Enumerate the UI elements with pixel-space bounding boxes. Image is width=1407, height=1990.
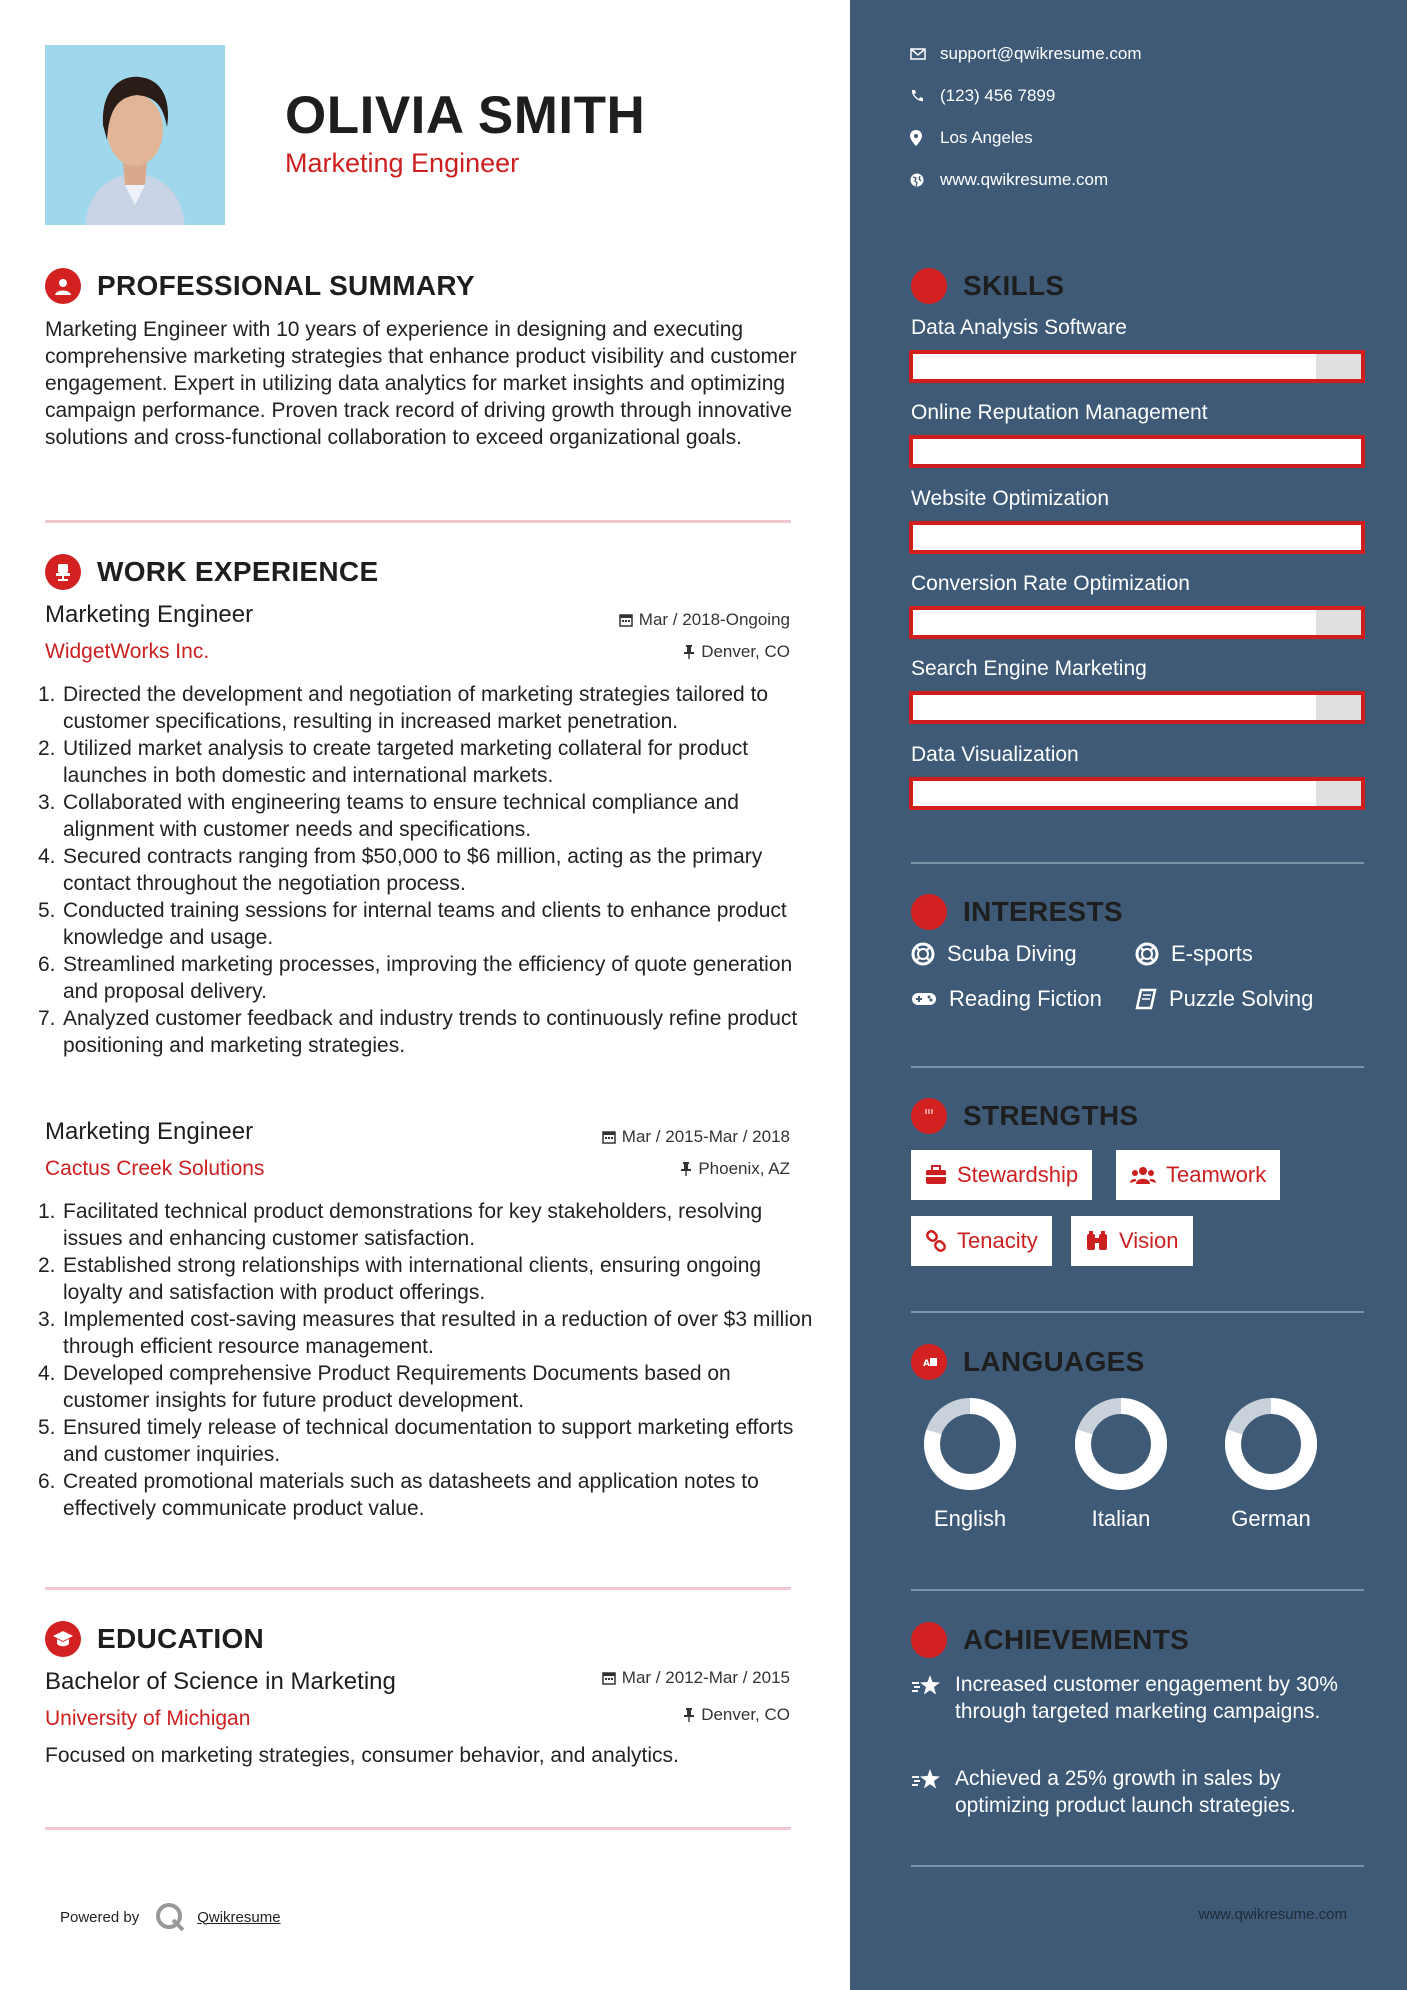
- education-location-text: Denver, CO: [701, 1705, 790, 1724]
- list-item: 5. Conducted training sessions for internal teams and clients to enhance product knowledge and usage.: [38, 899, 787, 949]
- education-description: Focused on marketing strategies, consumer behavior, and analytics.: [45, 1744, 679, 1767]
- summary-heading: PROFESSIONAL SUMMARY: [97, 270, 475, 301]
- skill-label: Conversion Rate Optimization: [911, 572, 1190, 595]
- powered-by: [60, 1900, 281, 1934]
- list-item: 4. Secured contracts ranging from $50,000 to $6 million, acting as the primary contact throughout the negotiation process.: [38, 845, 763, 895]
- graduation-cap-icon: [45, 1621, 81, 1657]
- website-text: www.qwikresume.com: [940, 170, 1109, 189]
- job-location: [680, 1159, 790, 1179]
- skill-fill: [913, 439, 1361, 464]
- link-icon: [925, 1230, 947, 1252]
- location-text: Los Angeles: [940, 128, 1033, 147]
- list-item: 3. Collaborated with engineering teams to ensure technical compliance and alignment with customer needs and specifications.: [38, 791, 739, 841]
- divider: [45, 1587, 791, 1590]
- envelope-icon: [910, 48, 926, 60]
- list-item: 2. Utilized market analysis to create targeted marketing collateral for product launches in both domestic and international markets.: [38, 737, 749, 787]
- summary-header: [45, 268, 475, 304]
- qwikresume-link[interactable]: Qwikresume: [197, 1908, 281, 1926]
- profile-photo: [45, 45, 225, 225]
- strength-chip: [1071, 1216, 1193, 1266]
- interest-item: [1135, 986, 1313, 1012]
- education-location: [683, 1705, 790, 1725]
- achievement-item: [911, 1765, 1361, 1819]
- skill-label: Search Engine Marketing: [911, 657, 1147, 680]
- strength-label: Stewardship: [957, 1162, 1079, 1187]
- divider: [45, 520, 791, 523]
- language-label: English: [933, 1506, 1007, 1531]
- strength-label: Teamwork: [1166, 1162, 1267, 1187]
- skill-label: Data Visualization: [911, 743, 1079, 766]
- school: University of Michigan: [45, 1707, 251, 1730]
- footer-website[interactable]: www.qwikresume.com: [1198, 1906, 1347, 1923]
- divider: [911, 862, 1364, 864]
- skill-bar: [909, 435, 1365, 468]
- briefcase-chair-icon: [45, 554, 81, 590]
- strength-chip: [911, 1150, 1092, 1200]
- languages-heading: LANGUAGES: [963, 1346, 1145, 1377]
- language-icon: [911, 1344, 947, 1380]
- candidate-title: Marketing Engineer: [285, 148, 520, 178]
- svg-text:A: A: [923, 1359, 930, 1369]
- interest-label: Puzzle Solving: [1169, 986, 1314, 1011]
- job-bullets: [38, 1198, 813, 1522]
- users-icon: [1130, 1165, 1156, 1185]
- phone-text: (123) 456 7899: [940, 86, 1056, 105]
- user-icon: [45, 268, 81, 304]
- interest-label: Reading Fiction: [949, 986, 1102, 1011]
- skill-bar: [909, 777, 1365, 810]
- skill-bar: [909, 606, 1365, 639]
- email-text: support@qwikresume.com: [940, 44, 1142, 63]
- language-label: Italian: [1091, 1506, 1151, 1531]
- job-date: [602, 1127, 790, 1147]
- gamepad-icon: [911, 990, 937, 1008]
- education-heading: EDUCATION: [97, 1623, 265, 1654]
- interest-label: E-sports: [1171, 941, 1253, 966]
- life-ring-icon: [1135, 942, 1159, 966]
- qwikresume-logo-icon: [153, 1900, 187, 1934]
- interest-item: [1135, 941, 1253, 967]
- list-item: 5. Ensured timely release of technical documentation to support marketing efforts and customer inquiries.: [38, 1416, 794, 1466]
- job-company: Cactus Creek Solutions: [45, 1157, 265, 1180]
- strength-label: Tenacity: [957, 1228, 1038, 1253]
- pin-icon: [680, 1162, 692, 1176]
- powered-by-label: Powered by: [60, 1908, 140, 1926]
- skill-fill: [913, 695, 1316, 720]
- interests-header: [911, 894, 1123, 930]
- contact-location: [910, 128, 1033, 148]
- job-date: [619, 610, 790, 630]
- divider: [911, 1311, 1364, 1313]
- star-badge-icon: [911, 1622, 947, 1658]
- work-header: [45, 554, 378, 590]
- skill-bar: [909, 521, 1365, 554]
- contact-email: [910, 44, 1142, 64]
- map-marker-icon: [910, 130, 922, 146]
- job-location-text: Denver, CO: [701, 642, 790, 661]
- contact-website: [910, 170, 1108, 190]
- job-date-text: Mar / 2015-Mar / 2018: [621, 1127, 790, 1146]
- skill-fill: [913, 781, 1316, 806]
- education-header: [45, 1621, 264, 1657]
- binoculars-icon: [1085, 1230, 1109, 1252]
- achievement-text: Achieved a 25% growth in sales by optimizing product launch strategies.: [955, 1767, 1296, 1817]
- skill-fill: [913, 525, 1361, 550]
- achievement-text: Increased customer engagement by 30% through targeted marketing campaigns.: [955, 1673, 1338, 1723]
- language-item: [1216, 1396, 1326, 1532]
- calendar-icon: [602, 1671, 616, 1685]
- divider: [911, 1066, 1364, 1068]
- phone-icon: [910, 89, 924, 103]
- list-item: 1. Facilitated technical product demonstrations for key stakeholders, resolving issues and enhancing customer satisfaction.: [38, 1200, 763, 1250]
- skill-label: Website Optimization: [911, 487, 1110, 510]
- job-company: WidgetWorks Inc.: [45, 640, 210, 663]
- fist-icon: [911, 1098, 947, 1134]
- pin-icon: [683, 1708, 695, 1722]
- skills-heading: SKILLS: [963, 270, 1065, 301]
- job-location: [683, 642, 790, 662]
- interest-label: Scuba Diving: [947, 941, 1077, 966]
- divider: [45, 1827, 791, 1830]
- languages-header: [911, 1344, 1145, 1380]
- list-item: 3. Implemented cost-saving measures that resulted in a reduction of over $3 million through efficient resource management.: [38, 1308, 813, 1358]
- achievements-header: [911, 1622, 1189, 1658]
- star-icon: [911, 1767, 943, 1793]
- skill-bar: [909, 350, 1365, 383]
- skill-fill: [913, 610, 1316, 635]
- interest-item: [911, 941, 1077, 967]
- language-item: [1066, 1396, 1176, 1532]
- list-item: 1. Directed the development and negotiation of marketing strategies tailored to customer specifications, resulting in increased market penetration.: [38, 683, 769, 733]
- job-bullets: [38, 681, 813, 1059]
- strengths-header: [911, 1098, 1138, 1134]
- list-item: 2. Established strong relationships with international clients, ensuring ongoing loyalty and satisfaction with product offerings.: [38, 1254, 762, 1304]
- achievements-heading: ACHIEVEMENTS: [963, 1624, 1190, 1655]
- strength-chip: [911, 1216, 1052, 1266]
- strength-chip: [1116, 1150, 1280, 1200]
- list-item: 7. Analyzed customer feedback and industry trends to continuously refine product positioning and marketing strategies.: [38, 1007, 798, 1057]
- job-location-text: Phoenix, AZ: [698, 1159, 790, 1178]
- education-date-text: Mar / 2012-Mar / 2015: [621, 1668, 790, 1687]
- star-icon: [911, 1673, 943, 1699]
- life-ring-icon: [911, 942, 935, 966]
- summary-text: Marketing Engineer with 10 years of experience in designing and executing comprehensive marketing strategies that enhance product visibility and customer engagement. Expert in utilizing data analytics for market insights and optimizing campaign performance. Proven track record of driving growth through innovative solutions and cross-functional collaboration to exceed organizational goals.: [45, 318, 797, 449]
- language-donut: [922, 1396, 1018, 1492]
- language-label: German: [1231, 1506, 1311, 1531]
- skill-label: Data Analysis Software: [911, 316, 1127, 339]
- globe-icon: [910, 173, 924, 187]
- candidate-name: OLIVIA SMITH: [285, 86, 646, 145]
- achievement-item: [911, 1671, 1351, 1725]
- calendar-icon: [602, 1130, 616, 1144]
- divider: [911, 1589, 1364, 1591]
- job-title: Marketing Engineer: [45, 1118, 254, 1145]
- contact-phone: [910, 86, 1055, 106]
- list-item: 6. Created promotional materials such as datasheets and application notes to effectively communicate product value.: [38, 1470, 759, 1520]
- briefcase-icon: [925, 1165, 947, 1185]
- calendar-icon: [619, 613, 633, 627]
- work-heading: WORK EXPERIENCE: [97, 556, 379, 587]
- interest-item: [911, 986, 1102, 1012]
- skills-header: [911, 268, 1064, 304]
- job-title: Marketing Engineer: [45, 601, 254, 628]
- language-item: [915, 1396, 1025, 1532]
- list-item: 6. Streamlined marketing processes, improving the efficiency of quote generation and proposal delivery.: [38, 953, 793, 1003]
- education-date: [602, 1668, 790, 1688]
- interests-heading: INTERESTS: [963, 896, 1123, 927]
- language-donut: [1223, 1396, 1319, 1492]
- lightbulb-icon: [911, 268, 947, 304]
- skill-label: Online Reputation Management: [911, 401, 1208, 424]
- list-item: 4. Developed comprehensive Product Requirements Documents based on customer insights for future product development.: [38, 1362, 731, 1412]
- book-icon: [1135, 988, 1157, 1010]
- skill-bar: [909, 691, 1365, 724]
- job-date-text: Mar / 2018-Ongoing: [638, 610, 790, 629]
- degree: Bachelor of Science in Marketing: [45, 1668, 396, 1695]
- divider: [911, 1865, 1364, 1867]
- paper-plane-icon: [911, 894, 947, 930]
- pin-icon: [683, 645, 695, 659]
- skill-fill: [913, 354, 1316, 379]
- language-donut: [1073, 1396, 1169, 1492]
- strengths-heading: STRENGTHS: [963, 1100, 1139, 1131]
- strength-label: Vision: [1119, 1228, 1179, 1253]
